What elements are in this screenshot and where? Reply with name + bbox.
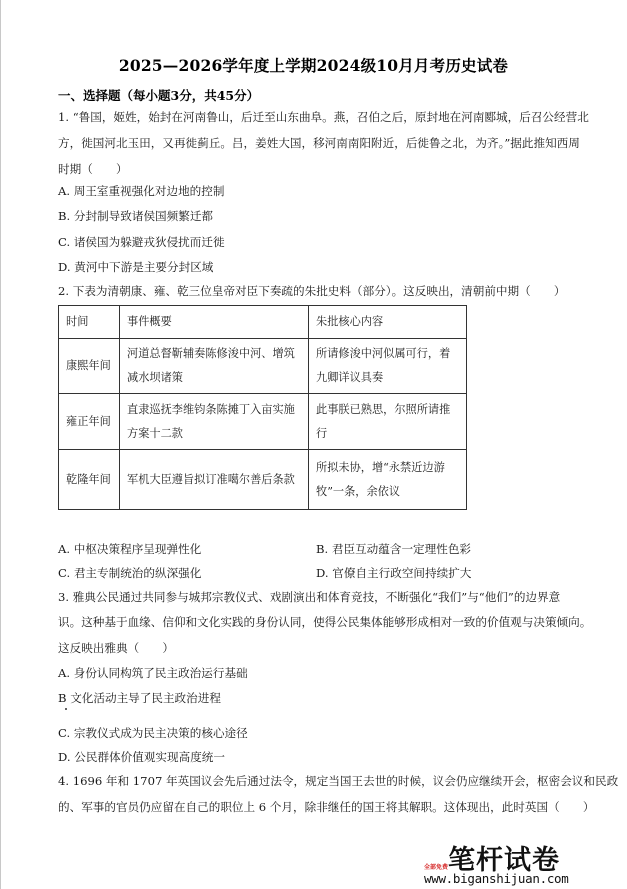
table-cell-event: 河道总督靳辅奏陈修浚中河、增筑减水坝诸策 — [120, 339, 309, 394]
q3-stem-line-1: 3. 雅典公民通过共同参与城邦宗教仪式、戏剧演出和体育竞技，不断强化“我们”与“他们”的边界意 — [58, 590, 561, 604]
q1-option-b[interactable]: B. 分封制导致诸侯国频繁迁都 — [58, 209, 214, 223]
table-row — [59, 394, 467, 450]
q1-stem-line-1: 1. “鲁国，姬姓，始封在河南鲁山，后迁至山东曲阜。燕，召伯之后，原封地在河南郾城，后召公经营北 — [58, 110, 589, 124]
watermark-brand: 笔杆试卷 — [448, 845, 560, 876]
q1-stem-line-3: 时期（ ） — [58, 162, 128, 176]
q2-stem-line-1: 2. 下表为清朝康、雍、乾三位皇帝对臣下奏疏的朱批史料（部分）。这反映出，清朝前中期（ ） — [58, 284, 566, 298]
table-cell-event: 直隶巡抚李维钧条陈摊丁入亩实施方案十二款 — [120, 394, 309, 450]
table-cell-comment: 此事朕已熟思，尔照所请推行 — [309, 394, 467, 450]
q2-option-a[interactable]: A. 中枢决策程序呈现弹性化 — [58, 542, 202, 556]
q2-option-c[interactable]: C. 君主专制统治的纵深强化 — [58, 566, 202, 580]
table-row — [59, 450, 467, 510]
table-cell-period: 雍正年间 — [59, 394, 120, 450]
watermark-free-tag: 全部免费 — [424, 864, 449, 871]
q1-stem-line-2: 方，徙国河北玉田，又再徙蓟丘。吕，姜姓大国，移河南南阳附近，后徙鲁之北，为齐。”据此推知西周 — [58, 136, 580, 150]
watermark-url[interactable]: www.biganshijuan.com — [424, 871, 569, 886]
section-heading-choice: 一、选择题（每小题3分，共45分） — [58, 88, 260, 103]
table-header-cell: 时间 — [59, 306, 120, 339]
table-header-row — [59, 306, 467, 339]
q1-option-d[interactable]: D. 黄河中下游是主要分封区域 — [58, 260, 214, 274]
q3-stem-line-2: 识。这种基于血缘、信仰和文化实践的身份认同，使得公民集体能够形成相对一致的价值观与决策倾向。 — [58, 615, 592, 629]
table-header-cell: 朱批核心内容 — [309, 306, 467, 339]
q2-option-d[interactable]: D. 官僚自主行政空间持续扩大 — [316, 566, 472, 580]
table-cell-event: 军机大臣遵旨拟订准噶尔善后条款 — [120, 450, 309, 510]
q4-stem-line-1: 4. 1696 年和 1707 年英国议会先后通过法令，规定当国王去世的时候，议会仍应继续开会，枢密会议和民政 — [58, 774, 619, 788]
table-header-cell: 事件概要 — [120, 306, 309, 339]
q3-option-a[interactable]: A. 身份认同构筑了民主政治运行基础 — [58, 666, 248, 680]
q2-option-b[interactable]: B. 君臣互动蕴含一定理性色彩 — [316, 542, 472, 556]
q1-option-c[interactable]: C. 诸侯国为躲避戎狄侵扰而迁徙 — [58, 235, 225, 249]
q3-option-d[interactable]: D. 公民群体价值观实现高度统一 — [58, 750, 225, 764]
q3-option-b[interactable]: B 文化活动主导了民主政治进程 — [58, 691, 221, 705]
table-cell-comment: 所拟未协，增“永禁近边游牧”一条，余依议 — [309, 450, 467, 510]
zhupi-table — [58, 305, 467, 510]
q3-stem-line-3: 这反映出雅典（ ） — [58, 641, 174, 655]
q3-option-c[interactable]: C. 宗教仪式成为民主决策的核心途径 — [58, 726, 248, 740]
exam-title: 2025—2026学年度上学期2024级10月月考历史试卷 — [118, 56, 509, 75]
stray-dot-mark — [65, 708, 67, 710]
biganshijuan-watermark — [420, 838, 620, 888]
table-cell-period: 乾隆年间 — [59, 450, 120, 510]
table-row — [59, 339, 467, 394]
table-cell-comment: 所请修浚中河似属可行，着九卿详议具奏 — [309, 339, 467, 394]
q4-stem-line-2: 的、军事的官员仍应留在自己的职位上 6 个月，除非继任的国王将其解职。这体现出，此时英国（ ） — [58, 800, 595, 814]
table-cell-period: 康熙年间 — [59, 339, 120, 394]
q1-option-a[interactable]: A. 周王室重视强化对边地的控制 — [58, 184, 225, 198]
